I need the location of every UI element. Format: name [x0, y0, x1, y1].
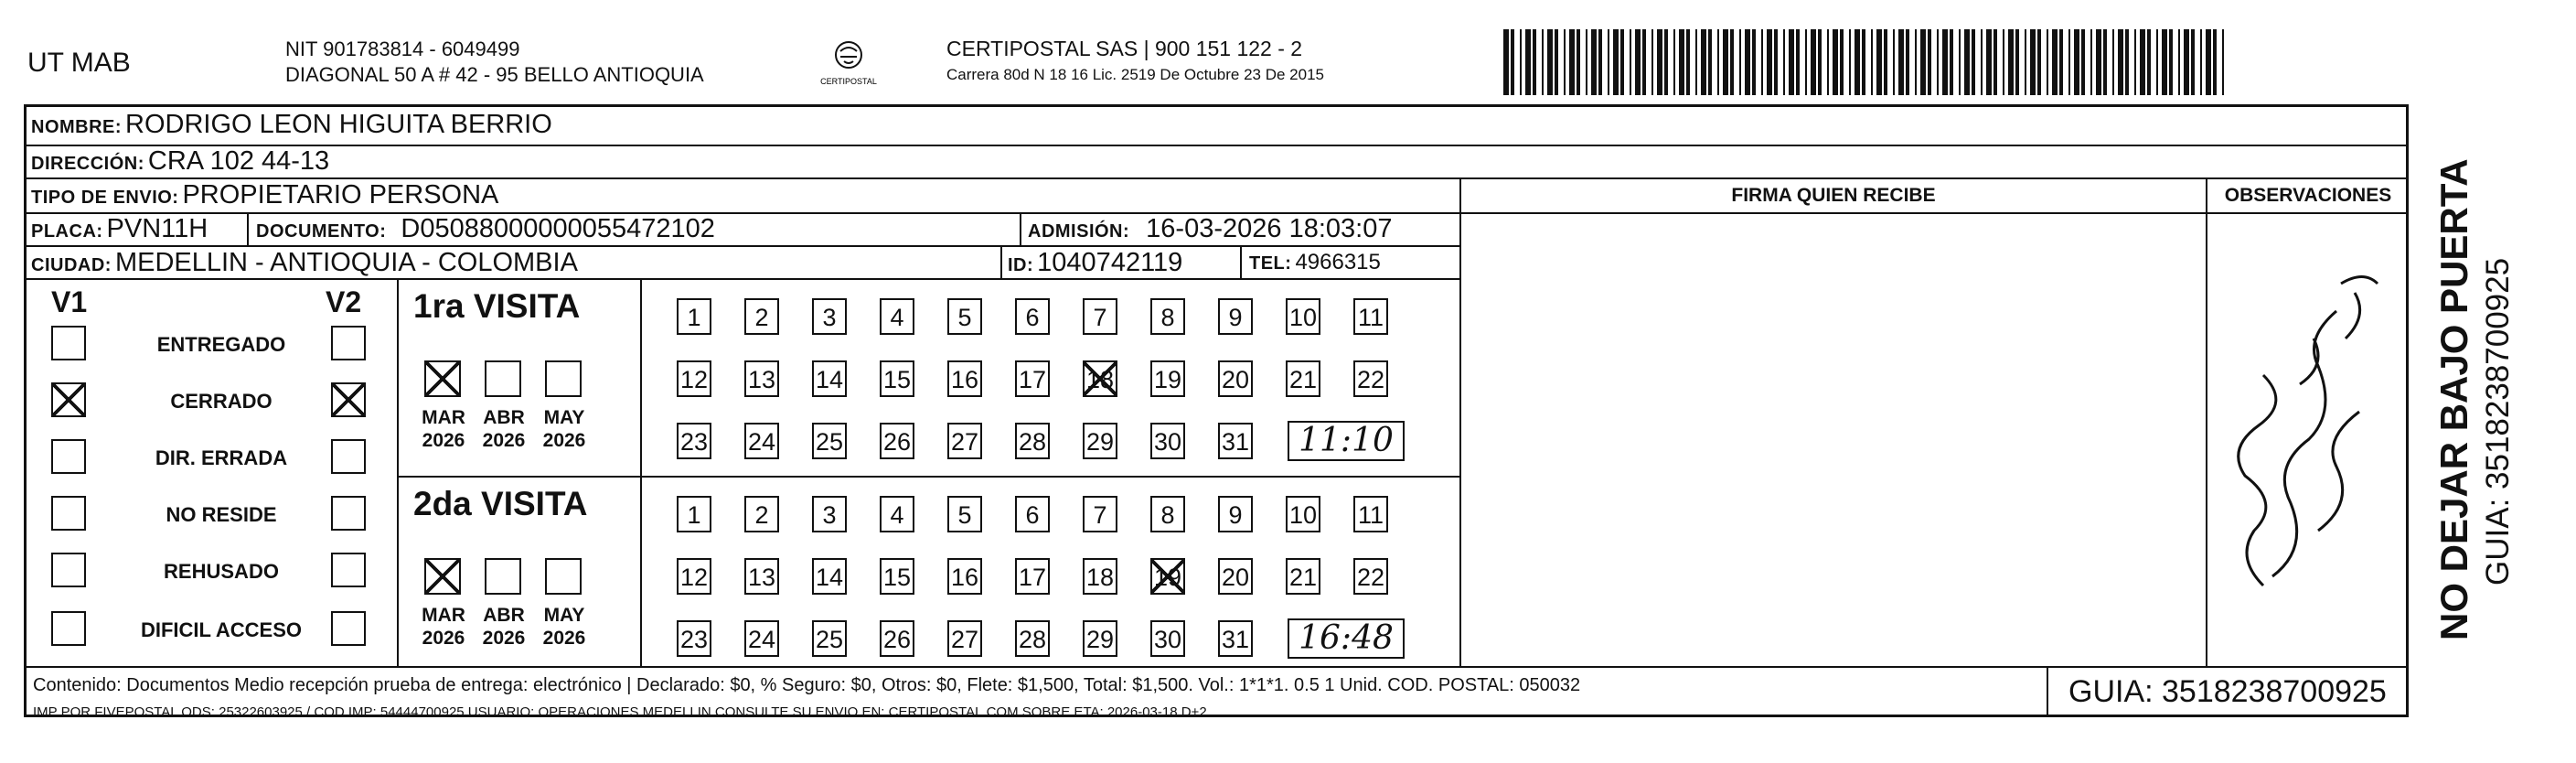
admision-label: ADMISIÓN: [1028, 221, 1130, 242]
day-box[interactable]: 24 [744, 620, 779, 657]
license-line: Carrera 80d N 18 16 Lic. 2519 De Octubre 23 De 2015 [946, 66, 1324, 83]
status-v1-checkbox[interactable] [51, 326, 86, 360]
day-box[interactable]: 12 [677, 360, 711, 397]
month-year: 2026 [422, 430, 465, 451]
barcode-bar [1920, 29, 1926, 95]
day-box[interactable]: 4 [880, 298, 914, 335]
barcode-bar [1511, 29, 1514, 95]
sender-info [285, 37, 704, 88]
visit-time: 11:10 [1288, 421, 1405, 461]
barcode-bar [2090, 29, 2092, 95]
day-box[interactable]: 26 [880, 423, 914, 459]
barcode-bar [1503, 29, 1509, 95]
day-box[interactable]: 2 [744, 298, 779, 335]
row-divider [24, 145, 2409, 146]
status-v2-checkbox[interactable] [331, 439, 366, 474]
barcode-bar [2191, 29, 2195, 95]
placa-value: PVN11H [106, 214, 208, 243]
direccion-label: DIRECCIÓN: [31, 154, 144, 174]
day-box[interactable]: 3 [812, 496, 847, 532]
barcode-bar [2030, 29, 2036, 95]
barcode-bar [1630, 29, 1631, 95]
documento-value: D05088000000055472102 [401, 214, 715, 243]
visit-title: 2da VISITA [413, 485, 588, 522]
barcode-bar [1739, 29, 1741, 95]
barcode-bar [2052, 29, 2058, 95]
barcode-bar [1642, 29, 1646, 95]
tipo-label: TIPO DE ENVIO: [31, 188, 179, 208]
barcode-bar [2003, 29, 2004, 95]
id-label: ID: [1008, 255, 1034, 275]
barcode-bar [2096, 29, 2101, 95]
barcode-bar [2008, 29, 2014, 95]
day-box[interactable]: 25 [812, 423, 847, 459]
barcode-bar [1613, 29, 1619, 95]
day-box[interactable]: 18 [1083, 558, 1117, 595]
documento-label: DOCUMENTO: [256, 221, 387, 242]
day-box[interactable]: 8 [1150, 298, 1185, 335]
barcode-bar [1730, 29, 1734, 95]
day-box[interactable]: 17 [1015, 360, 1050, 397]
day-box[interactable]: 26 [880, 620, 914, 657]
barcode [1500, 29, 2231, 95]
day-box[interactable]: 21 [1286, 360, 1320, 397]
month-year: 2026 [422, 628, 465, 649]
documento-row [256, 214, 715, 244]
sender-name: UT MAB [27, 48, 131, 78]
barcode-bar [1774, 29, 1778, 95]
company-line: CERTIPOSTAL SAS | 900 151 122 - 2 [946, 37, 1303, 60]
cell-divider [1020, 212, 1021, 245]
barcode-bar [1937, 29, 1939, 95]
day-box[interactable]: 12 [677, 558, 711, 595]
day-box[interactable]: 22 [1353, 558, 1388, 595]
day-box[interactable]: 2 [744, 496, 779, 532]
ciudad-row [31, 248, 578, 278]
day-box[interactable]: 9 [1218, 298, 1253, 335]
month-name: MAR [422, 605, 465, 626]
barcode-bar [1783, 29, 1785, 95]
day-box[interactable]: 9 [1218, 496, 1253, 532]
barcode-bar [1635, 29, 1641, 95]
barcode-bar [2213, 29, 2217, 95]
day-box[interactable]: 1 [677, 496, 711, 532]
barcode-bar [1555, 29, 1558, 95]
day-box[interactable]: 3 [812, 298, 847, 335]
barcode-bar [2068, 29, 2070, 95]
barcode-bar [1833, 29, 1838, 95]
month-name: MAR [422, 407, 465, 428]
barcode-bar [1928, 29, 1931, 95]
barcode-bar [2059, 29, 2063, 95]
day-box[interactable]: 27 [947, 423, 982, 459]
barcode-bar [2178, 29, 2180, 95]
placa-row [31, 214, 208, 244]
status-label: ENTREGADO [156, 333, 286, 356]
barcode-bar [2015, 29, 2019, 95]
day-box[interactable]: 10 [1286, 496, 1320, 532]
status-label: REHUSADO [164, 560, 279, 583]
day-box[interactable]: 15 [880, 558, 914, 595]
month-checkbox[interactable] [485, 360, 521, 397]
contenido-line: Contenido: Documentos Medio recepción prueba de entrega: electrónico | Declarado: $0, % Seguro: $0, Otros: $0, Flete: $1,500, Total: $1,500. Vol.: 1*1*1. 0.5 1 Unid. COD. POSTAL: 050032 [33, 675, 1581, 695]
barcode-bar [1717, 29, 1719, 95]
barcode-bar [1981, 29, 1983, 95]
barcode-bar [1906, 29, 1909, 95]
day-box[interactable]: 11 [1353, 496, 1388, 532]
day-box[interactable]: 24 [744, 423, 779, 459]
day-box[interactable]: 28 [1015, 423, 1050, 459]
tel-row [1249, 250, 1381, 275]
barcode-bar [2206, 29, 2211, 95]
barcode-bar [1745, 29, 1750, 95]
barcode-bar [2025, 29, 2026, 95]
barcode-bar [2140, 29, 2145, 95]
day-box[interactable]: 23 [677, 423, 711, 459]
barcode-bar [1673, 29, 1675, 95]
barcode-bar [1855, 29, 1860, 95]
day-box[interactable]: 31 [1218, 620, 1253, 657]
month-year: 2026 [542, 628, 586, 649]
day-box[interactable]: 4 [880, 496, 914, 532]
day-box[interactable]: 5 [947, 496, 982, 532]
month-label [534, 406, 594, 452]
day-box[interactable]: 22 [1353, 360, 1388, 397]
cell-divider [247, 212, 249, 245]
month-name: ABR [483, 605, 525, 626]
day-box[interactable]: 20 [1218, 360, 1253, 397]
barcode-bar [1657, 29, 1662, 95]
day-box[interactable]: 19 [1150, 558, 1185, 595]
day-box[interactable]: 30 [1150, 620, 1185, 657]
barcode-bar [1893, 29, 1895, 95]
day-box[interactable]: 15 [880, 360, 914, 397]
barcode-bar [2103, 29, 2107, 95]
barcode-bar [1818, 29, 1822, 95]
barcode-bar [1959, 29, 1961, 95]
barcode-bar [1708, 29, 1712, 95]
barcode-bar [1849, 29, 1851, 95]
barcode-bar [1884, 29, 1887, 95]
barcode-bar [1564, 29, 1566, 95]
admision-value: 16-03-2026 18:03:07 [1146, 214, 1393, 243]
day-box[interactable]: 21 [1286, 558, 1320, 595]
col-divider [2206, 177, 2207, 666]
month-checkbox[interactable] [545, 360, 582, 397]
sender-nit: NIT 901783814 - 6049499 [285, 38, 520, 60]
barcode-bar [1767, 29, 1772, 95]
barcode-bar [1547, 29, 1553, 95]
cell-divider [1000, 245, 1002, 278]
barcode-bar [1525, 29, 1531, 95]
barcode-bar [1591, 29, 1597, 95]
status-label: CERRADO [170, 390, 273, 413]
month-label [474, 406, 534, 452]
placa-label: PLACA: [31, 221, 103, 242]
tel-label: TEL: [1249, 253, 1292, 274]
barcode-bar [1789, 29, 1794, 95]
day-box[interactable]: 18 [1083, 360, 1117, 397]
nombre-row [31, 110, 552, 140]
day-box[interactable]: 20 [1218, 558, 1253, 595]
day-box[interactable]: 25 [812, 620, 847, 657]
day-box[interactable]: 29 [1083, 620, 1117, 657]
barcode-bar [1876, 29, 1882, 95]
status-v1-checkbox[interactable] [51, 611, 86, 646]
day-box[interactable]: 30 [1150, 423, 1185, 459]
day-box[interactable]: 14 [812, 558, 847, 595]
day-box[interactable]: 1 [677, 298, 711, 335]
barcode-bar [1805, 29, 1807, 95]
barcode-bar [1586, 29, 1587, 95]
barcode-bar [1695, 29, 1697, 95]
barcode-bar [1620, 29, 1624, 95]
status-v2-checkbox[interactable] [331, 553, 366, 587]
barcode-bar [1871, 29, 1873, 95]
barcode-bar [1761, 29, 1763, 95]
tipo-value: PROPIETARIO PERSONA [182, 180, 499, 210]
status-v1-checkbox[interactable] [51, 553, 86, 587]
barcode-bar [2147, 29, 2151, 95]
ciudad-label: CIUDAD: [31, 255, 112, 275]
sender-address: DIAGONAL 50 A # 42 - 95 BELLO ANTIOQUIA [285, 63, 704, 86]
nombre-value: RODRIGO LEON HIGUITA BERRIO [125, 110, 552, 139]
barcode-bar [1986, 29, 1992, 95]
month-checkbox[interactable] [424, 360, 461, 397]
row-divider [24, 278, 1461, 280]
day-box[interactable]: 16 [947, 558, 982, 595]
barcode-bar [2112, 29, 2114, 95]
barcode-bar [1898, 29, 1904, 95]
day-box[interactable]: 13 [744, 558, 779, 595]
signature [2208, 229, 2391, 622]
admision-row [1028, 214, 1392, 244]
day-box[interactable]: 16 [947, 360, 982, 397]
barcode-bar [1993, 29, 1997, 95]
barcode-bar [1972, 29, 1975, 95]
barcode-bar [2118, 29, 2123, 95]
day-box[interactable]: 23 [677, 620, 711, 657]
barcode-bar [1915, 29, 1917, 95]
month-label [474, 604, 534, 650]
barcode-bar [2047, 29, 2048, 95]
month-year: 2026 [482, 430, 526, 451]
barcode-bar [1679, 29, 1684, 95]
status-v2-checkbox[interactable] [331, 382, 366, 417]
day-box[interactable]: 28 [1015, 620, 1050, 657]
barcode-bar [2169, 29, 2173, 95]
row-divider [24, 177, 2409, 179]
barcode-bar [1950, 29, 1953, 95]
barcode-bar [1533, 29, 1536, 95]
id-value: 1040742119 [1037, 248, 1183, 277]
day-box[interactable]: 5 [947, 298, 982, 335]
barcode-bar [1796, 29, 1800, 95]
day-box[interactable]: 11 [1353, 298, 1388, 335]
barcode-bar [1651, 29, 1653, 95]
status-v1-checkbox[interactable] [51, 439, 86, 474]
barcode-bar [2125, 29, 2129, 95]
day-box[interactable]: 29 [1083, 423, 1117, 459]
barcode-bar [1701, 29, 1706, 95]
direccion-row [31, 146, 329, 177]
barcode-bar [1811, 29, 1816, 95]
status-v2-checkbox[interactable] [331, 496, 366, 531]
nombre-label: NOMBRE: [31, 117, 123, 137]
v1-header: V1 [51, 285, 88, 318]
barcode-bar [1686, 29, 1690, 95]
month-year: 2026 [482, 628, 526, 649]
barcode-bar [2156, 29, 2158, 95]
barcode-bar [1598, 29, 1602, 95]
barcode-bar [1752, 29, 1756, 95]
status-v2-checkbox[interactable] [331, 326, 366, 360]
cell-divider [397, 278, 399, 666]
barcode-bar [1608, 29, 1609, 95]
row-divider [24, 245, 1461, 247]
day-box[interactable]: 27 [947, 620, 982, 657]
barcode-bar [2074, 29, 2079, 95]
barcode-bar [2037, 29, 2041, 95]
month-name: MAY [543, 407, 585, 428]
visit-title: 1ra VISITA [413, 287, 581, 325]
barcode-bar [1942, 29, 1948, 95]
month-checkbox[interactable] [485, 558, 521, 595]
day-box[interactable]: 14 [812, 360, 847, 397]
barcode-bar [1840, 29, 1844, 95]
status-v1-checkbox[interactable] [51, 496, 86, 531]
month-label [534, 604, 594, 650]
day-box[interactable]: 31 [1218, 423, 1253, 459]
barcode-bar [2222, 29, 2224, 95]
ciudad-value: MEDELLIN - ANTIOQUIA - COLOMBIA [114, 248, 578, 277]
visit-time: 16:48 [1288, 618, 1405, 659]
status-label: NO RESIDE [166, 503, 277, 526]
status-v2-checkbox[interactable] [331, 611, 366, 646]
side-warning: NO DEJAR BAJO PUERTA [2432, 158, 2475, 640]
col-divider [1459, 177, 1461, 666]
month-name: ABR [483, 407, 525, 428]
firma-header: FIRMA QUIEN RECIBE [1731, 185, 1936, 206]
status-v1-checkbox[interactable] [51, 382, 86, 417]
day-box[interactable]: 10 [1286, 298, 1320, 335]
tipo-row [31, 180, 498, 210]
month-name: MAY [543, 605, 585, 626]
v2-header: V2 [326, 285, 362, 318]
day-box[interactable]: 19 [1150, 360, 1185, 397]
month-label [413, 604, 474, 650]
day-box[interactable]: 7 [1083, 496, 1117, 532]
day-box[interactable]: 6 [1015, 298, 1050, 335]
barcode-bar [2200, 29, 2202, 95]
month-checkbox[interactable] [545, 558, 582, 595]
month-label [413, 406, 474, 452]
id-row [1008, 248, 1182, 278]
visit-divider [397, 476, 1461, 478]
barcode-bar [1577, 29, 1580, 95]
day-box[interactable]: 7 [1083, 298, 1117, 335]
side-guia: GUIA: 3518238700925 [2480, 257, 2516, 586]
guia-box: GUIA: 3518238700925 [2047, 666, 2409, 717]
barcode-bar [1827, 29, 1829, 95]
day-box[interactable]: 6 [1015, 496, 1050, 532]
certipostal-logo [812, 37, 885, 91]
barcode-bar [1862, 29, 1865, 95]
day-box[interactable]: 13 [744, 360, 779, 397]
month-checkbox[interactable] [424, 558, 461, 595]
logo-text: CERTIPOSTAL [820, 77, 877, 86]
barcode-bar [2134, 29, 2136, 95]
cell-divider [640, 278, 642, 666]
day-box[interactable]: 8 [1150, 496, 1185, 532]
cell-divider [1240, 245, 1242, 278]
status-label: DIFICIL ACCESO [140, 618, 302, 641]
barcode-bar [1569, 29, 1575, 95]
month-year: 2026 [542, 430, 586, 451]
barcode-bar [1664, 29, 1668, 95]
barcode-bar [2081, 29, 2085, 95]
tel-value: 4966315 [1295, 250, 1381, 274]
day-box[interactable]: 17 [1015, 558, 1050, 595]
barcode-bar [1542, 29, 1544, 95]
status-label: DIR. ERRADA [155, 446, 288, 469]
barcode-bar [1964, 29, 1970, 95]
direccion-value: CRA 102 44-13 [147, 146, 330, 176]
barcode-bar [2184, 29, 2189, 95]
barcode-bar [1723, 29, 1728, 95]
imp-line: IMP POR FIVEPOSTAL ODS: 25322603925 / COD.IMP: 54444700925 USUARIO: OPERACIONES MEDELLIN CONSULTE SU ENVIO EN: CERTIPOSTAL.COM SOBRE ETA: 2026-03-18 D+2 [33, 704, 1207, 720]
observaciones-header: OBSERVACIONES [2224, 185, 2392, 206]
barcode-bar [2162, 29, 2167, 95]
barcode-bar [1520, 29, 1522, 95]
